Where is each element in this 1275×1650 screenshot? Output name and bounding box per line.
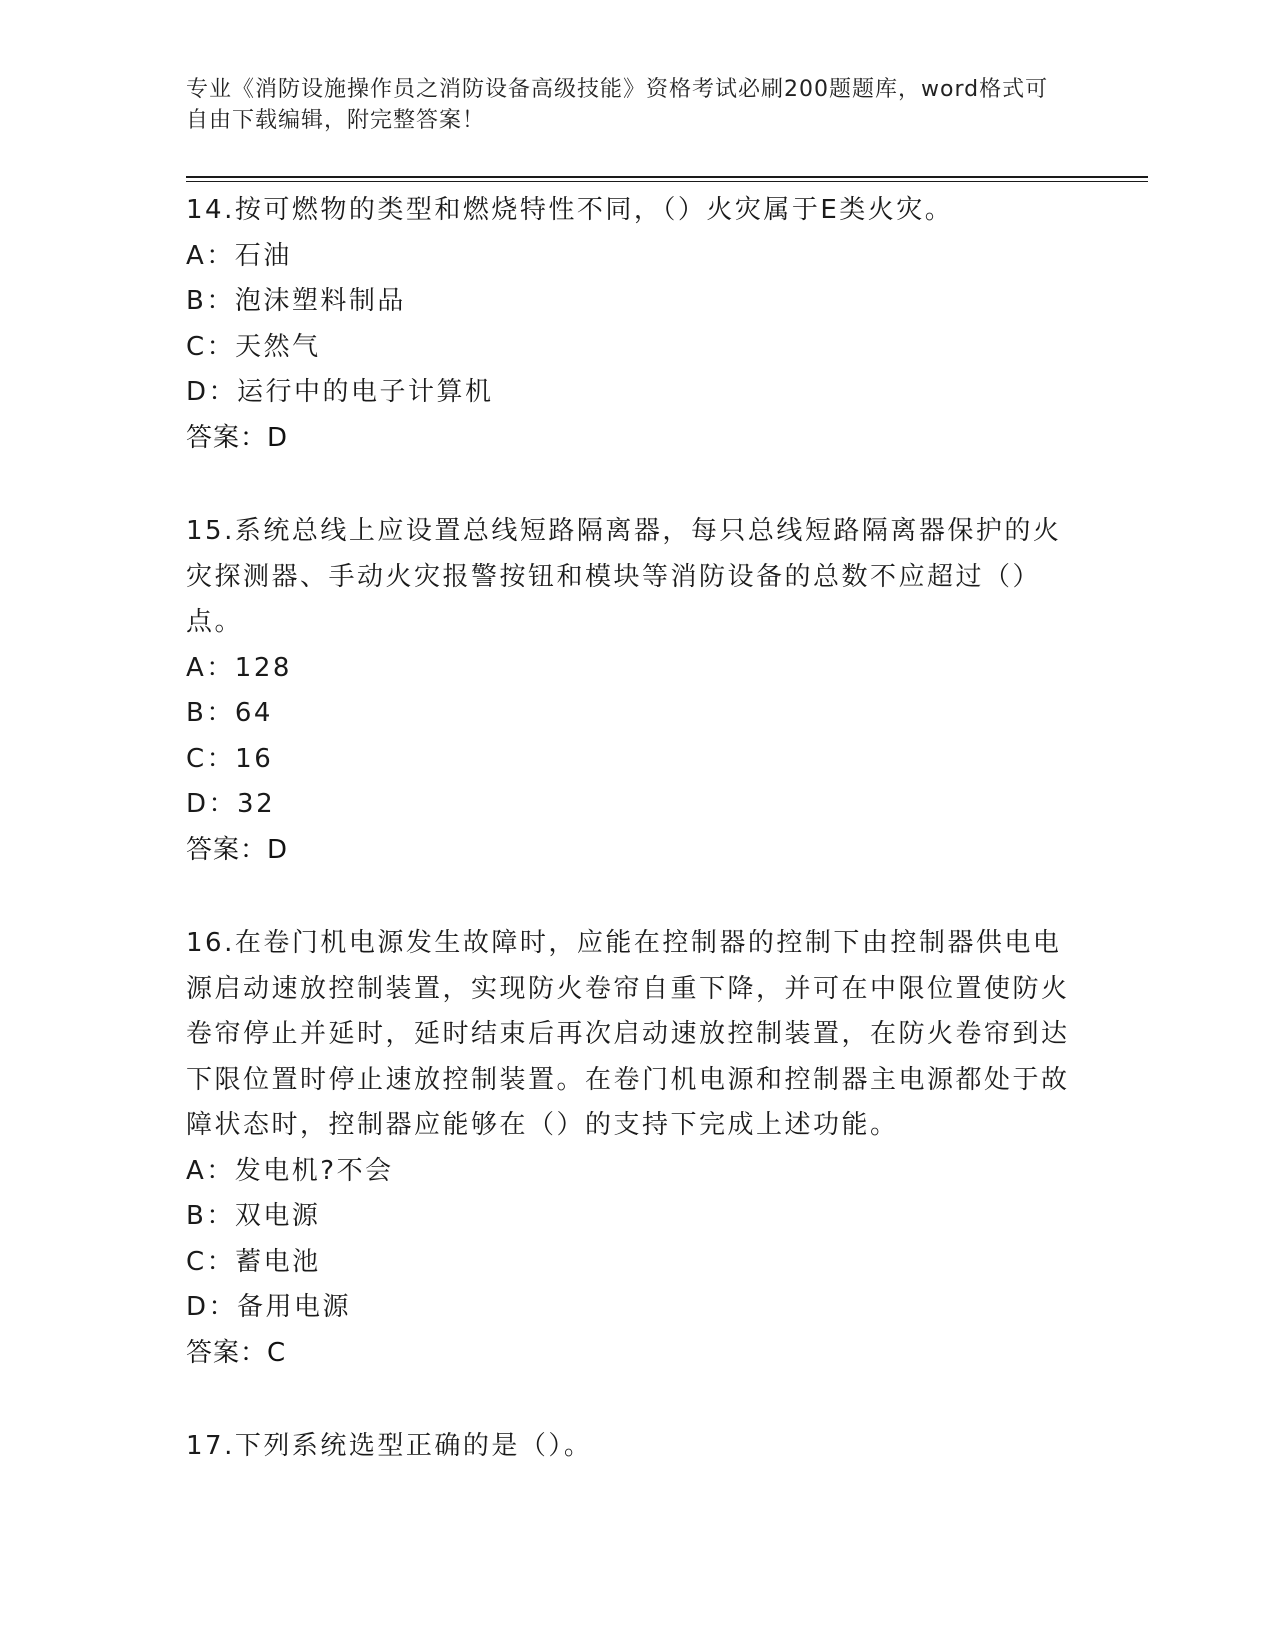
header-intro-text: 专业《消防设施操作员之消防设备高级技能》资格考试必刷200题题库，word格式可自由下载编辑，附完整答案！: [186, 77, 1049, 133]
answer-line: 答案：C: [186, 1337, 287, 1368]
option-b: B：泡沫塑料制品: [186, 286, 406, 316]
question-stem: 14.按可燃物的类型和燃烧特性不同，（）火灾属于E类火灾。: [186, 195, 954, 225]
question-17: [186, 1424, 1086, 1470]
option-a: A：石油: [186, 240, 292, 271]
question-stem: 17.下列系统选型正确的是（）。: [186, 1431, 593, 1461]
option-d: D：32: [186, 789, 276, 819]
question-stem: 15.系统总线上应设置总线短路隔离器，每只总线短路隔离器保护的火灾探测器、手动火灾报警按钮和模块等消防设备的总数不应超过（）点。: [186, 516, 1062, 637]
question-stem: 16.在卷门机电源发生故障时，应能在控制器的控制下由控制器供电电源启动速放控制装置，实现防火卷帘自重下降，并可在中限位置使防火卷帘停止并延时，延时结束后再次启动速放控制装置，在防火卷帘到达下限位置时停止速放控制装置。在卷门机电源和控制器主电源都处于故障状态时，控制器应能够在（）的支持下完成上述功能。: [186, 928, 1070, 1140]
option-d: D：运行中的电子计算机: [186, 377, 494, 407]
header-divider-thick: [186, 176, 1148, 178]
header-divider-thin: [186, 181, 1148, 182]
option-a: A：128: [186, 652, 292, 683]
question-14: [186, 188, 1086, 461]
option-b: B：64: [186, 698, 273, 728]
question-15: [186, 509, 1086, 873]
option-c: C：16: [186, 743, 274, 774]
answer-line: 答案：D: [186, 422, 289, 453]
document-header: [186, 74, 1066, 136]
option-c: C：蓄电池: [186, 1246, 321, 1277]
question-16: [186, 921, 1086, 1376]
option-a: A：发电机?不会: [186, 1155, 394, 1186]
answer-line: 答案：D: [186, 834, 289, 865]
question-list: [186, 188, 1086, 1518]
option-c: C：天然气: [186, 331, 321, 362]
option-b: B：双电源: [186, 1201, 321, 1231]
option-d: D：备用电源: [186, 1292, 352, 1322]
